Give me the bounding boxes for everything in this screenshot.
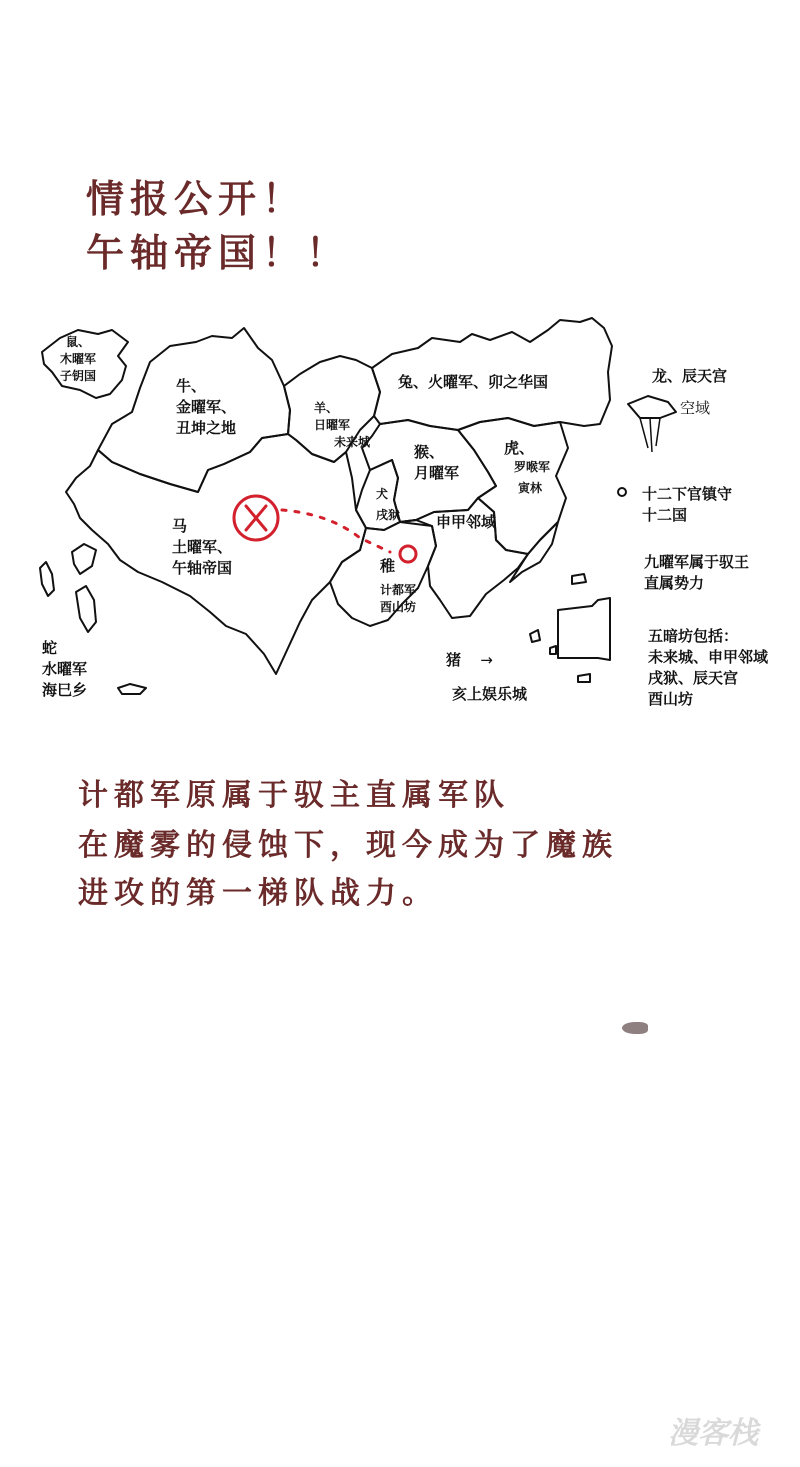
note-line-1: 计都军原属于驭主直属军队 xyxy=(78,778,510,813)
label-goat: 羊、 日曜军 未来城 xyxy=(314,401,371,449)
label-void: 空域 xyxy=(680,399,711,417)
pig-islet-4 xyxy=(578,674,590,682)
label-ox: 牛、 金曜军、 丑坤之地 xyxy=(176,377,237,437)
label-snake: 蛇 水曜军 海巳乡 xyxy=(42,639,88,699)
pig-islet-3 xyxy=(550,646,556,654)
brush-stroke xyxy=(622,1022,648,1034)
watermark-logo: 漫客栈 xyxy=(668,1416,758,1451)
label-horse: 马 土曜军、 午轴帝国 xyxy=(172,517,233,577)
snake-island-1 xyxy=(40,562,54,596)
note-line-3: 进攻的第一梯队战力。 xyxy=(78,876,438,911)
snake-island-4 xyxy=(118,684,146,694)
chicken-target-marker xyxy=(400,546,416,562)
pig-islet-1 xyxy=(572,574,586,584)
title-line-2: 午轴帝国！！ xyxy=(86,230,351,275)
note-line-2: 在魔雾的侵蚀下，现今成为了魔族 xyxy=(78,828,618,863)
label-jidu: 计都军 酉山坊 xyxy=(380,583,417,614)
march-route xyxy=(282,510,390,552)
legend-twelve: 十二下官镇守 十二国 xyxy=(642,485,733,524)
world-map xyxy=(0,300,800,730)
pig-island-main xyxy=(558,598,610,660)
label-shen: 申甲邻域 xyxy=(436,513,497,531)
snake-island-3 xyxy=(76,586,96,632)
label-monkey: 猴、 月曜军 xyxy=(414,443,460,482)
legend-five: 五暗坊包括： 未来城、申甲邻域 戌狱、辰天宫 酉山坊 xyxy=(648,627,769,708)
snake-island-2 xyxy=(72,544,96,574)
label-chicken: 稚 xyxy=(380,557,396,575)
label-dragon: 龙、辰天宫 xyxy=(652,367,728,385)
twelve-marker-circle xyxy=(618,488,626,496)
pig-islet-2 xyxy=(530,630,540,642)
title-line-1: 情报公开！ xyxy=(86,176,307,221)
label-tiger: 虎、 罗喉军 寅林 xyxy=(504,439,551,495)
label-rabbit: 兔、火曜军、卯之华国 xyxy=(398,373,549,391)
sky-island-drip-3 xyxy=(656,418,660,446)
sky-island-drip-2 xyxy=(650,418,652,452)
label-pig-city: 亥上娱乐城 xyxy=(452,685,528,703)
sky-island xyxy=(628,396,676,418)
legend-nine: 九曜军属于驭王 直属势力 xyxy=(644,553,750,592)
label-rat: 鼠、 木曜军 子钥国 xyxy=(60,335,97,383)
label-pig: 猪 → xyxy=(446,651,493,669)
label-dog: 犬 戌狱 xyxy=(376,487,401,522)
sky-island-drip-1 xyxy=(640,418,648,448)
